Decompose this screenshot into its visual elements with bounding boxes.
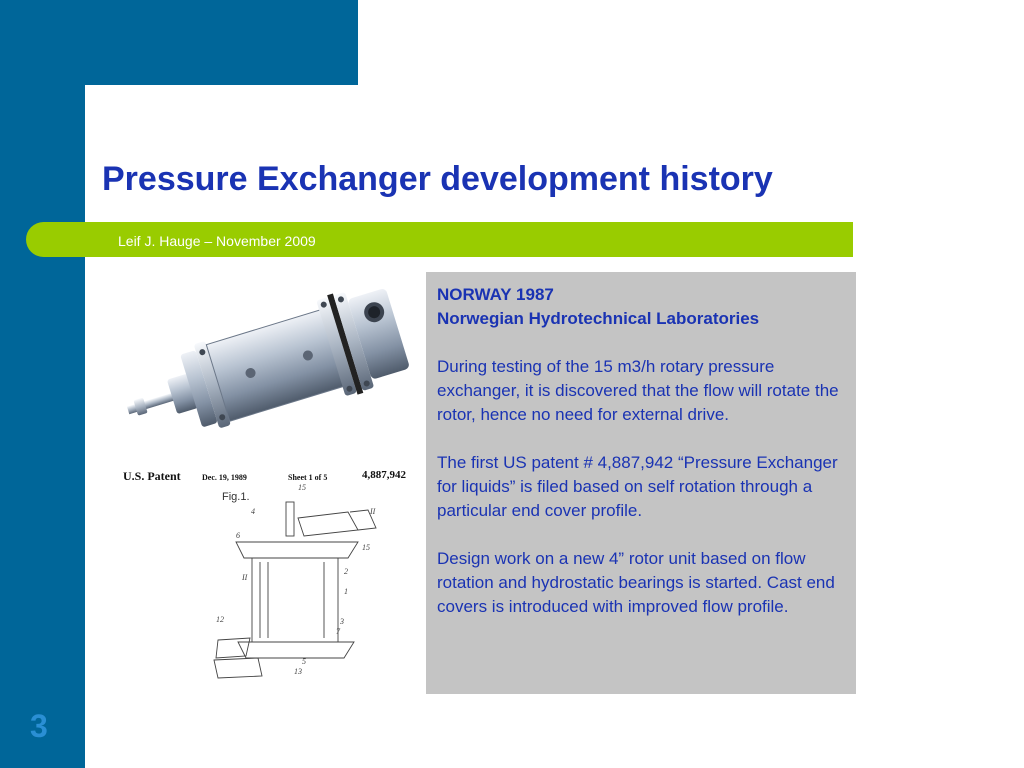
ref-5: 5 bbox=[302, 657, 306, 666]
ref-II-left: II bbox=[242, 573, 248, 582]
spacer bbox=[437, 523, 846, 547]
slide-subtitle: Leif J. Hauge – November 2009 bbox=[118, 233, 316, 249]
patent-header: U.S. Patent bbox=[123, 469, 181, 483]
ref-15-top: 15 bbox=[298, 483, 306, 492]
ref-3: 3 bbox=[340, 617, 344, 626]
ref-II-right: II bbox=[370, 507, 376, 516]
ref-13: 13 bbox=[294, 667, 302, 676]
paragraph-testing: During testing of the 15 m3/h rotary pressure exchanger, it is discovered that the flow will rotate the rotor, hence no need for external drive. bbox=[437, 357, 839, 424]
spacer bbox=[437, 331, 846, 355]
paragraph-patent: The first US patent # 4,887,942 “Pressure Exchanger for liquids” is filed based on self rotation through a particular end cover profile. bbox=[437, 453, 838, 520]
device-photo bbox=[118, 272, 414, 447]
patent-figure-label: Fig.1. bbox=[222, 491, 250, 503]
left-decorative-bar bbox=[0, 0, 85, 768]
ref-6: 6 bbox=[236, 531, 240, 540]
description-box bbox=[426, 272, 856, 694]
patent-sheet: Sheet 1 of 5 bbox=[288, 473, 328, 482]
patent-drawing bbox=[118, 462, 414, 684]
ref-7: 7 bbox=[336, 627, 340, 636]
ref-4: 4 bbox=[251, 507, 255, 516]
patent-number: 4,887,942 bbox=[362, 469, 406, 481]
ref-1: 1 bbox=[344, 587, 348, 596]
heading-year: NORWAY 1987 bbox=[437, 285, 554, 304]
ref-2: 2 bbox=[344, 567, 348, 576]
patent-date: Dec. 19, 1989 bbox=[202, 473, 247, 482]
slide-number: 3 bbox=[30, 708, 48, 744]
ref-15-right: 15 bbox=[362, 543, 370, 552]
spacer bbox=[437, 427, 846, 451]
paragraph-design: Design work on a new 4” rotor unit based on flow rotation and hydrostatic bearings is started. Cast end covers is introduced with improved flow profile. bbox=[437, 549, 835, 616]
top-decorative-bar bbox=[0, 0, 358, 85]
slide-title: Pressure Exchanger development history bbox=[102, 160, 773, 198]
ref-12: 12 bbox=[216, 615, 224, 624]
heading-organization: Norwegian Hydrotechnical Laboratories bbox=[437, 309, 760, 328]
